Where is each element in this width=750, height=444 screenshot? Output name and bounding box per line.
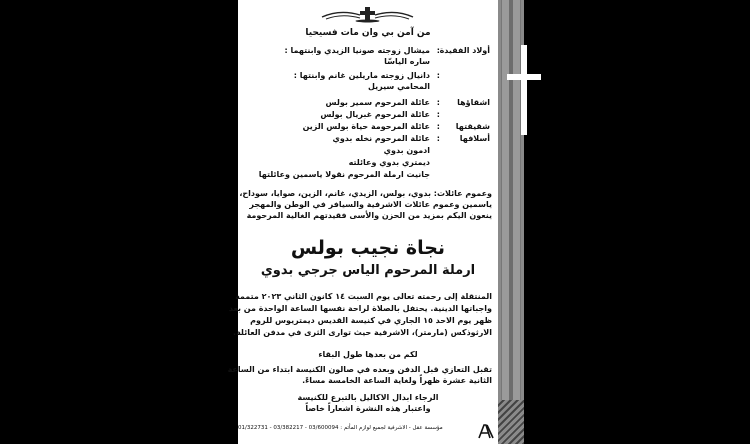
relation-value: جانيت ارملة المرحوم نقولا ياسمين وعائلتها — [258, 170, 430, 179]
cross-icon-bar — [507, 74, 541, 80]
rail-hatch-pattern — [498, 400, 524, 444]
relation-value: ادمون بدوي — [383, 146, 430, 155]
relation-value: عائلة المرحومة حياة بولس الزين — [302, 122, 430, 131]
relation-label: أسلافها — [459, 134, 490, 143]
verse-line: من آمن بي وان مات فسيحيا — [305, 28, 431, 38]
relation-separator: : — [436, 71, 440, 80]
rail-stripe — [509, 0, 513, 444]
relation-value: عائلة المرحوم نخله بدوي — [332, 134, 430, 143]
blessing-line: لكم من بعدها طول البقاء — [318, 350, 418, 359]
relation-label: أولاد الفقيدة — [439, 46, 490, 55]
funeral-line: المنتقلة إلى رحمته تعالى يوم السبت ١٤ كانون الثاني ٢٠٢٣ متممة — [235, 292, 492, 301]
relation-separator: : — [436, 110, 440, 119]
funeral-line: ظهر يوم الاحد ١٥ الجاري في كنيسة القديس ديمتريوس للروم — [250, 316, 492, 325]
footer-contact: 01/322731 - 03/382217 - 03/600094 : مؤسسة عقل - الاشرفية لجميع لوازم المأتم — [238, 425, 443, 431]
condolences-line: الثانية عشرة ظهراً ولغاية الساعة الخامسة مساءً. — [302, 376, 492, 385]
families-line: ياسمين وعموم عائلات الاشرفية والسيافر في الوطن والمهجر — [249, 200, 492, 209]
relation-value: دانيال زوجته ماريلين غانم وابنتها : — [293, 71, 430, 80]
relation-value: عائلة المرحوم سمير بولس — [325, 98, 430, 107]
deceased-subtitle: ارملة المرحوم الياس جرجي بدوي — [260, 263, 476, 278]
funeral-line: الارثوذكس (مارمتر)، الاشرفية حيث توارى الثرى في مدفن العائلة. — [233, 328, 492, 337]
relation-separator: : — [436, 134, 440, 143]
relation-value: ساره الياسّا — [384, 57, 430, 66]
relation-value: ميشال زوجته صونيا الزيدي وابنتهما : — [284, 46, 430, 55]
families-line: ينعون اليكم بمزيد من الحزن والأسى فقيدتهم الغالية المرحومة — [246, 211, 492, 220]
cross-ornament-icon — [320, 5, 415, 23]
relation-value: عائلة المرحوم غبريال بولس — [320, 110, 430, 119]
request-line: الرجاء ابدال الاكاليل بالتبرع للكنيسة — [297, 393, 439, 402]
relation-separator: : — [436, 46, 440, 55]
relation-label: شقيقتها — [455, 122, 490, 131]
condolences-line: تقبل التعازي قبل الدفن وبعده في صالون الكنيسة ابتداء من الساعة — [227, 365, 492, 374]
relation-label: اشقاؤها — [457, 98, 490, 107]
relation-separator: : — [436, 122, 440, 131]
funeral-line: واجباتها الدينية. يحتفل بالصلاة لراحة نفسها الساعة الواحدة من بعد — [228, 304, 492, 313]
company-logo-icon — [477, 422, 495, 440]
relation-value: المحامي سيريل — [368, 82, 430, 91]
families-line: وعموم عائلات: بدوي، بولس، الزيدي، غانم، الزين، صوايا، سوداح، — [239, 189, 492, 198]
relation-value: ديمتري بدوي وعائلته — [348, 158, 430, 167]
deceased-name: نجاة نجيب بولس — [290, 237, 446, 259]
request-line: واعتبار هذه النشرة اشعاراً خاصاً — [305, 404, 431, 413]
cross-icon — [521, 45, 527, 135]
relation-separator: : — [436, 98, 440, 107]
